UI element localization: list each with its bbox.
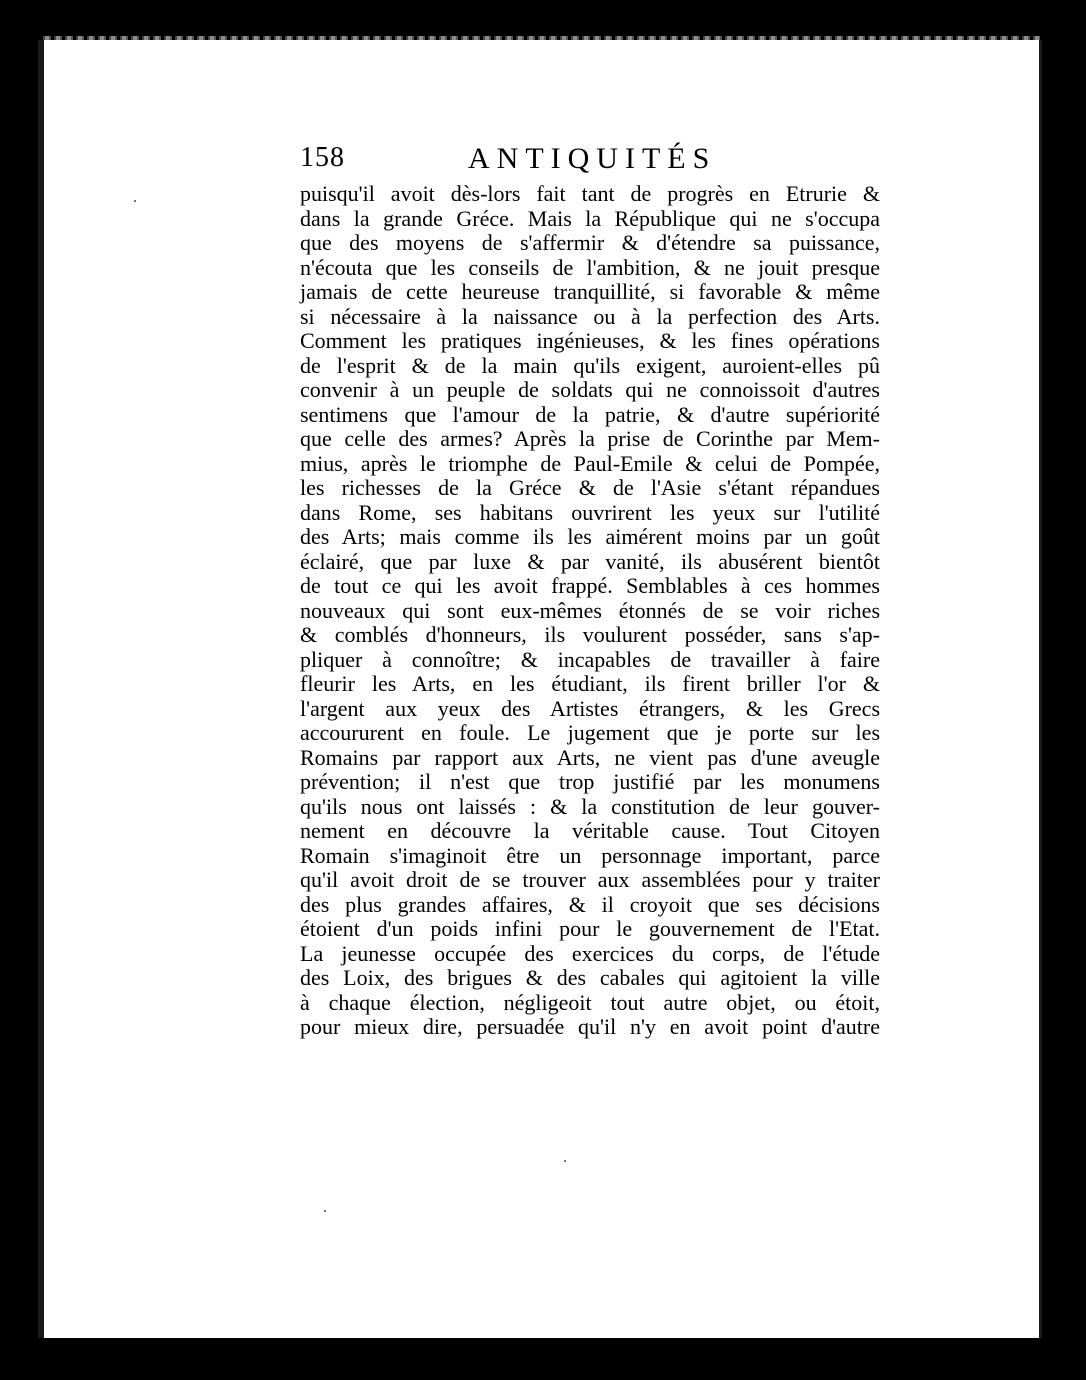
text-line: qu'ils nous ont laissés : & la constitution de leur gouver- <box>300 793 880 819</box>
text-line: Romains par rapport aux Arts, ne vient pas d'une aveugle <box>300 744 880 770</box>
text-line: convenir à un peuple de soldats qui ne connoissoit d'autres <box>300 377 880 402</box>
text-line: mius, après le triomphe de Paul-Emile & celui de Pompée, <box>300 450 880 476</box>
text-line: que celle des armes? Après la prise de Corinthe par Mem- <box>300 426 880 451</box>
text-line: nement en découvre la véritable cause. Tout Citoyen <box>300 818 880 843</box>
text-line: les richesses de la Gréce & de l'Asie s'étant répandues <box>300 475 880 500</box>
text-line: n'écouta que les conseils de l'ambition, & ne jouit presque <box>300 254 880 280</box>
text-line: accoururent en foule. Le jugement que je porte sur les <box>300 720 880 745</box>
text-line: éclairé, que par luxe & par vanité, ils abusérent bientôt <box>300 548 880 574</box>
text-line: pour mieux dire, persuadée qu'il n'y en avoit point d'autre <box>300 1014 880 1039</box>
text-line: de tout ce qui les avoit frappé. Semblables à ces hommes <box>300 573 880 598</box>
paper-speck <box>564 1160 566 1162</box>
text-line: fleurir les Arts, en les étudiant, ils firent briller l'or & <box>300 671 880 696</box>
text-line: des Loix, des brigues & des cabales qui agitoient la ville <box>300 965 880 990</box>
body-text <box>300 182 880 1040</box>
page-number: 158 <box>300 142 345 173</box>
paper-speck <box>324 1210 326 1212</box>
text-line: sentimens que l'amour de la patrie, & d'autre supériorité <box>300 401 880 427</box>
text-line: prévention; il n'est que trop justifié par les monumens <box>300 769 880 794</box>
text-line: pliquer à connoître; & incapables de travailler à faire <box>300 646 880 672</box>
text-line: l'argent aux yeux des Artistes étrangers, & les Grecs <box>300 695 880 721</box>
text-line: que des moyens de s'affermir & d'étendre sa puissance, <box>300 230 880 255</box>
text-line: nouveaux qui sont eux-mêmes étonnés de se voir riches <box>300 597 880 623</box>
text-line: jamais de cette heureuse tranquillité, si favorable & même <box>300 279 880 304</box>
text-line: & comblés d'honneurs, ils voulurent posséder, sans s'ap- <box>300 622 880 647</box>
text-line: à chaque élection, négligeoit tout autre objet, ou étoit, <box>300 989 880 1015</box>
text-line: puisqu'il avoit dès-lors fait tant de progrès en Etrurie & <box>300 181 880 206</box>
text-line: des Arts; mais comme ils les aimérent moins par un goût <box>300 524 880 549</box>
text-line: Romain s'imaginoit être un personnage important, parce <box>300 842 880 868</box>
text-line: des plus grandes affaires, & il croyoit que ses décisions <box>300 891 880 917</box>
text-line: si nécessaire à la naissance ou à la perfection des Arts. <box>300 303 880 329</box>
text-line: de l'esprit & de la main qu'ils exigent, auroient-elles pû <box>300 352 880 378</box>
text-line: étoient d'un poids infini pour le gouvernement de l'Etat. <box>300 916 880 941</box>
text-line: La jeunesse occupée des exercices du corps, de l'étude <box>300 940 880 966</box>
text-line: dans Rome, ses habitans ouvrirent les yeux sur l'utilité <box>300 499 880 525</box>
text-line: qu'il avoit droit de se trouver aux assemblées pour y traiter <box>300 867 880 892</box>
text-line: dans la grande Gréce. Mais la République qui ne s'occupa <box>300 205 880 231</box>
running-title: ANTIQUITÉS <box>468 142 717 175</box>
text-line: Comment les pratiques ingénieuses, & les fines opérations <box>300 328 880 353</box>
paper-speck <box>134 200 136 202</box>
running-head <box>300 142 880 186</box>
